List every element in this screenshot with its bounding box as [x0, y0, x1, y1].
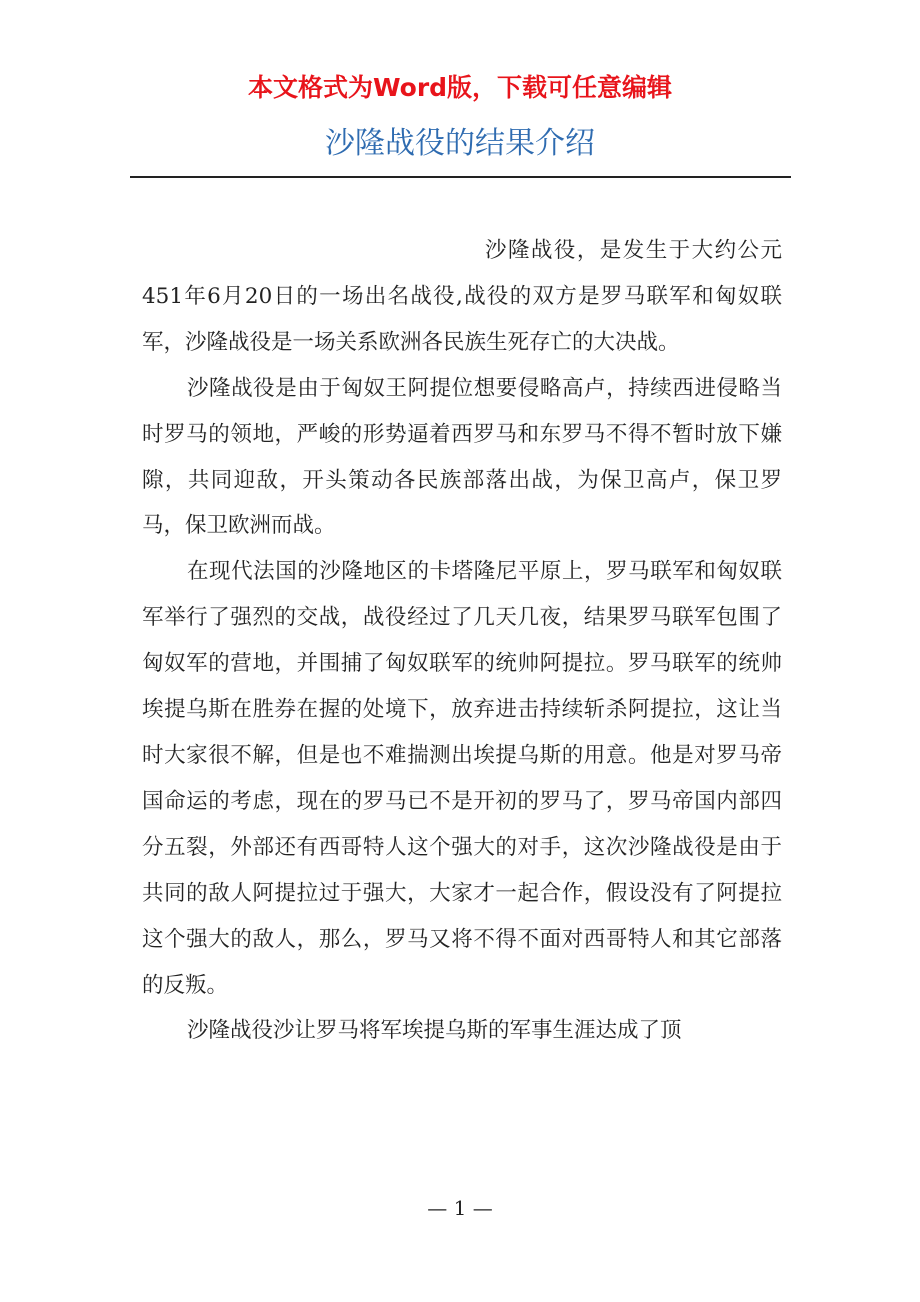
- document-body: [142, 228, 782, 1054]
- paragraph: 沙隆战役，是发生于大约公元451年6月20日的一场出名战役,战役的双方是罗马联军和匈奴联军，沙隆战役是一场关系欧洲各民族生死存亡的大决战。: [142, 238, 782, 355]
- document-title: 沙隆战役的结果介绍: [325, 126, 595, 161]
- page-number: — 1 —: [427, 1196, 493, 1220]
- title-divider: [130, 176, 791, 178]
- format-notice-banner: 本文格式为Word版，下载可任意编辑: [247, 73, 673, 102]
- paragraph: 沙隆战役是由于匈奴王阿提位想要侵略高卢，持续西进侵略当时罗马的领地，严峻的形势逼着西罗马和东罗马不得不暂时放下嫌隙，共同迎敌，开头策动各民族部落出战，为保卫高卢，保卫罗马，保卫欧洲而战。: [142, 375, 782, 539]
- paragraph: 沙隆战役沙让罗马将军埃提乌斯的军事生涯达成了顶: [187, 1018, 682, 1044]
- paragraph: 在现代法国的沙隆地区的卡塔隆尼平原上，罗马联军和匈奴联军举行了强烈的交战，战役经过了几天几夜，结果罗马联军包围了匈奴军的营地，并围捕了匈奴联军的统帅阿提拉。罗马联军的统帅埃提乌斯在胜券在握的处境下，放弃进击持续斩杀阿提拉，这让当时大家很不解，但是也不难揣测出埃提乌斯的用意。他是对罗马帝国命运的考虑，现在的罗马已不是开初的罗马了，罗马帝国内部四分五裂，外部还有西哥特人这个强大的对手，这次沙隆战役是由于共同的敌人阿提拉过于强大，大家才一起合作，假设没有了阿提拉这个强大的敌人，那么，罗马又将不得不面对西哥特人和其它部落的反叛。: [142, 559, 782, 998]
